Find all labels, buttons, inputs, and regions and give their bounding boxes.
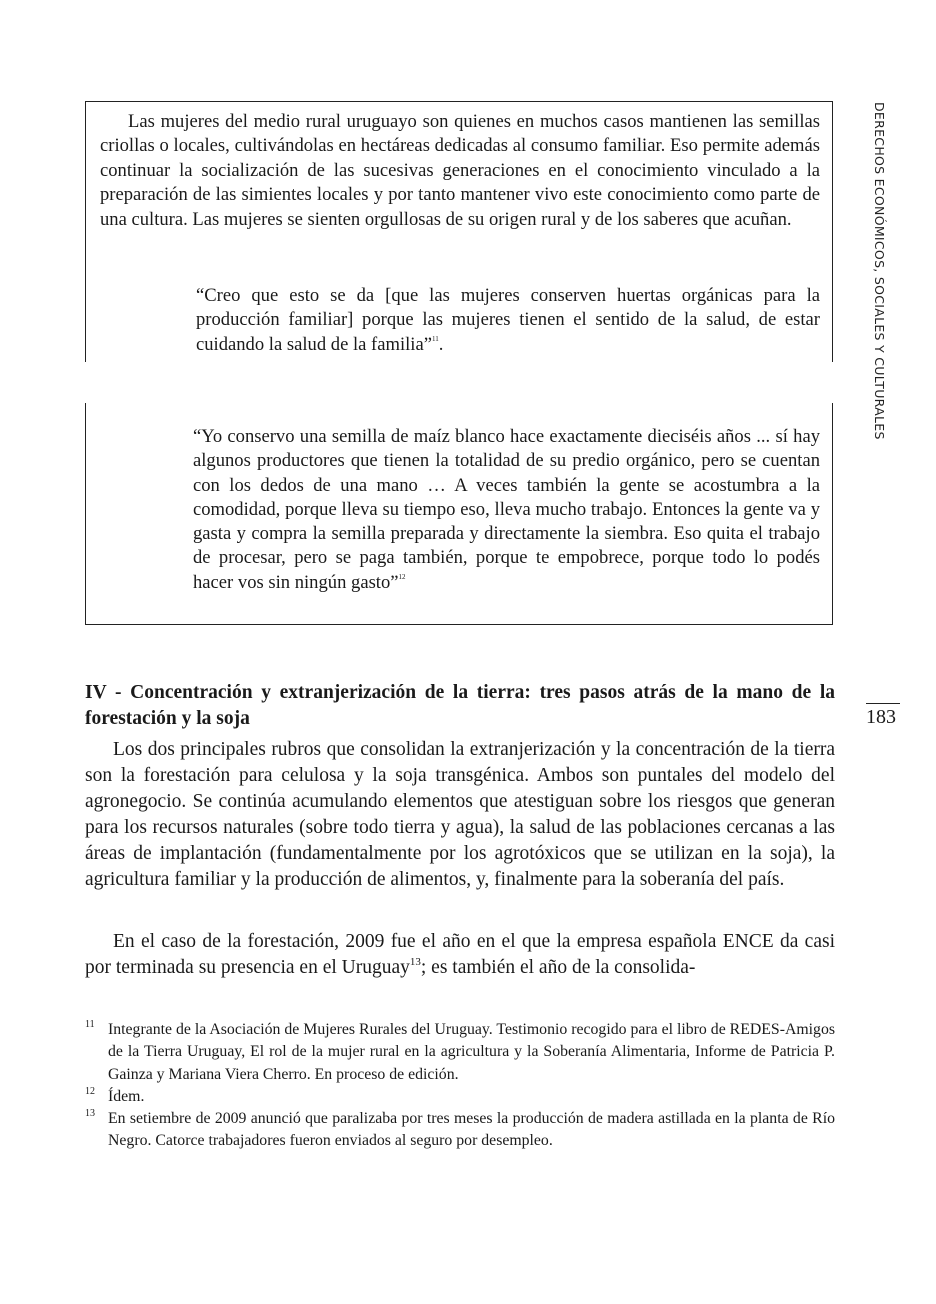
footnote-number: 13: [85, 1108, 95, 1120]
footnote-number: 12: [85, 1085, 95, 1097]
footnote-13: [85, 1108, 835, 1153]
body-paragraph-2-end: ; es también el año de la consolida-: [420, 957, 696, 979]
page-number-rule: [866, 703, 900, 704]
testimony-quote-2: [193, 425, 820, 595]
section-heading: IV - Concentración y extranjerización de la tierra: tres pasos atrás de la mano de la forestación y la soja: [85, 682, 835, 729]
body-paragraph-1: Los dos principales rubros que consolidan la extranjerización y la concentración de la tierra son la forestación para celulosa y la soja transgénica. Ambos son puntales del modelo del agronegocio. Se continúa acumulando elementos que atestiguan sobre los riesgos que generan para los recursos naturales (sobre todo tierra y agua), la salud de las poblaciones cercanas a las áreas de implantación (fundamentalmente por los agrotóxicos que se utilizan en la soja), la agricultura familiar y la producción de alimentos, y, finalmente para la soberanía del país.: [85, 739, 835, 891]
quote-2-text: “Yo conservo una semilla de maíz blanco hace exactamente dieciséis años ... sí hay algunos productores que tienen la totalidad de su predio orgánico, pero se cuentan con los dedos de una mano … A veces también la gente se acostumbra a la comodidad, porque lleva su tiempo eso, lleva mucho trabajo. Entonces la gente va y gasta y compra la semilla preparada y directamente la siembra. Eso quita el trabajo de procesar, pero se paga también, porque te empobrece, porque todo lo podés hacer vos sin ningún gasto”: [193, 426, 820, 593]
footnote-number: 11: [85, 1019, 95, 1030]
quote-2-footnote-ref[interactable]: 12: [398, 572, 406, 581]
footnote-12: [85, 1086, 835, 1108]
footnotes: [85, 1019, 835, 1153]
quote-1-end: .: [438, 333, 444, 355]
footnote-text: Integrante de la Asociación de Mujeres Rurales del Uruguay. Testimonio recogido para el libro de REDES-Amigos de la Tierra Uruguay, El rol de la mujer rural en la agricultura y la Soberanía Alimentaria, Informe de Patricia P. Gainza y Mariana Viera Cherro. En proceso de edición.: [108, 1021, 835, 1083]
box-paragraph: Las mujeres del medio rural uruguayo son quienes en muchos casos mantienen las semillas criollas o locales, cultivándolas en hectáreas dedicadas al consumo familiar. Eso permite además continuar la socialización de las sucesivas generaciones en el conocimiento vinculado a la preparación de las simientes locales y por tanto mantener vivo este conocimiento como parte de una cultura. Las mujeres se sienten orgullosas de su origen rural y de los saberes que acuñan.: [100, 111, 820, 230]
quote-1-text: “Creo que esto se da [que las mujeres conserven huertas orgánicas para la producción familiar] porque las mujeres tienen el sentido de la salud, de estar cuidando la salud de la familia”: [196, 285, 820, 355]
footnote-text: Ídem.: [108, 1087, 145, 1105]
body-paragraph-2-start: En el caso de la forestación, 2009 fue el año en el que la empresa española ENCE da casi por terminada su presencia en el Uruguay: [85, 931, 835, 979]
running-title: DERECHOS ECONÓMICOS, SOCIALES Y CULTURALES: [872, 102, 887, 440]
footnote-ref-13[interactable]: 13: [409, 956, 421, 969]
footnote-11: [85, 1019, 835, 1086]
quote-1-footnote-ref[interactable]: 11: [431, 334, 439, 343]
footnote-text: En setiembre de 2009 anunció que paralizaba por tres meses la producción de madera astillada en la planta de Río Negro. Catorce trabajadores fueron enviados al seguro por desempleo.: [108, 1110, 835, 1150]
body-paragraph-2: [85, 929, 835, 981]
page-number: 183: [866, 706, 896, 728]
testimony-quote-1: [196, 284, 820, 357]
